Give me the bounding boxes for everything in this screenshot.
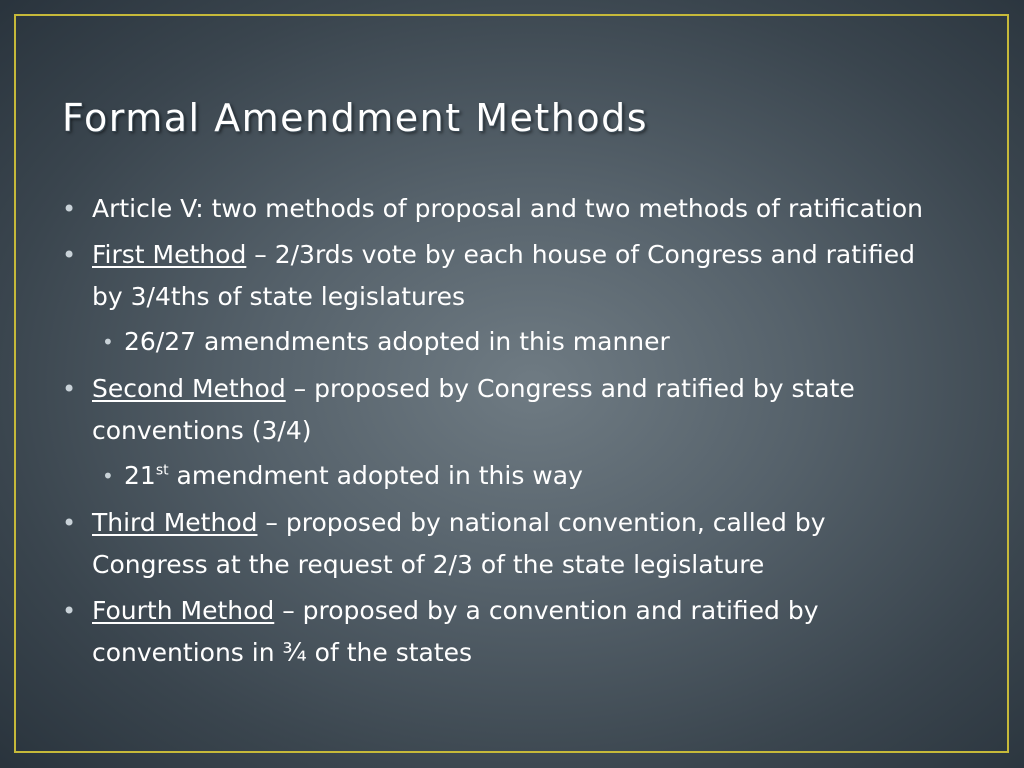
sub-bullet-icon: • [102, 464, 114, 488]
bullet-text: amendment adopted in this way [168, 461, 583, 490]
method-heading: First Method [92, 240, 247, 269]
bullet-text: Article V: two methods of proposal and two methods of ratification [92, 194, 924, 223]
bullet-icon: • [62, 597, 77, 625]
bullet-list [62, 188, 942, 678]
method-heading: Fourth Method [92, 596, 275, 625]
sub-bullet-icon: • [102, 330, 114, 354]
bullet-text: – proposed by Congress and ratified by state conventions (3/4) [92, 374, 855, 445]
bullet-icon: • [62, 195, 77, 223]
bullet-item-article-v [62, 188, 942, 230]
bullet-text: 26/27 amendments adopted in this manner [124, 327, 670, 356]
bullet-icon: • [62, 509, 77, 537]
bullet-text: – 2/3rds vote by each house of Congress and ratified by 3/4ths of state legislatures [92, 240, 915, 311]
bullet-icon: • [62, 241, 77, 269]
bullet-item-second-method [62, 368, 942, 452]
method-heading: Second Method [92, 374, 286, 403]
sub-bullet-item [94, 455, 942, 497]
bullet-item-first-method [62, 234, 942, 318]
bullet-text: – proposed by a convention and ratified by conventions in ¾ of the states [92, 596, 819, 667]
sub-bullet-item [94, 321, 942, 363]
bullet-text: – proposed by national convention, called by Congress at the request of 2/3 of the state legislature [92, 508, 826, 579]
ordinal-number: 21 [124, 461, 156, 490]
bullet-icon: • [62, 375, 77, 403]
slide-title: Formal Amendment Methods [62, 96, 649, 140]
bullet-item-fourth-method [62, 590, 942, 674]
ordinal-suffix: st [155, 462, 169, 479]
method-heading: Third Method [92, 508, 258, 537]
bullet-item-third-method [62, 502, 942, 586]
